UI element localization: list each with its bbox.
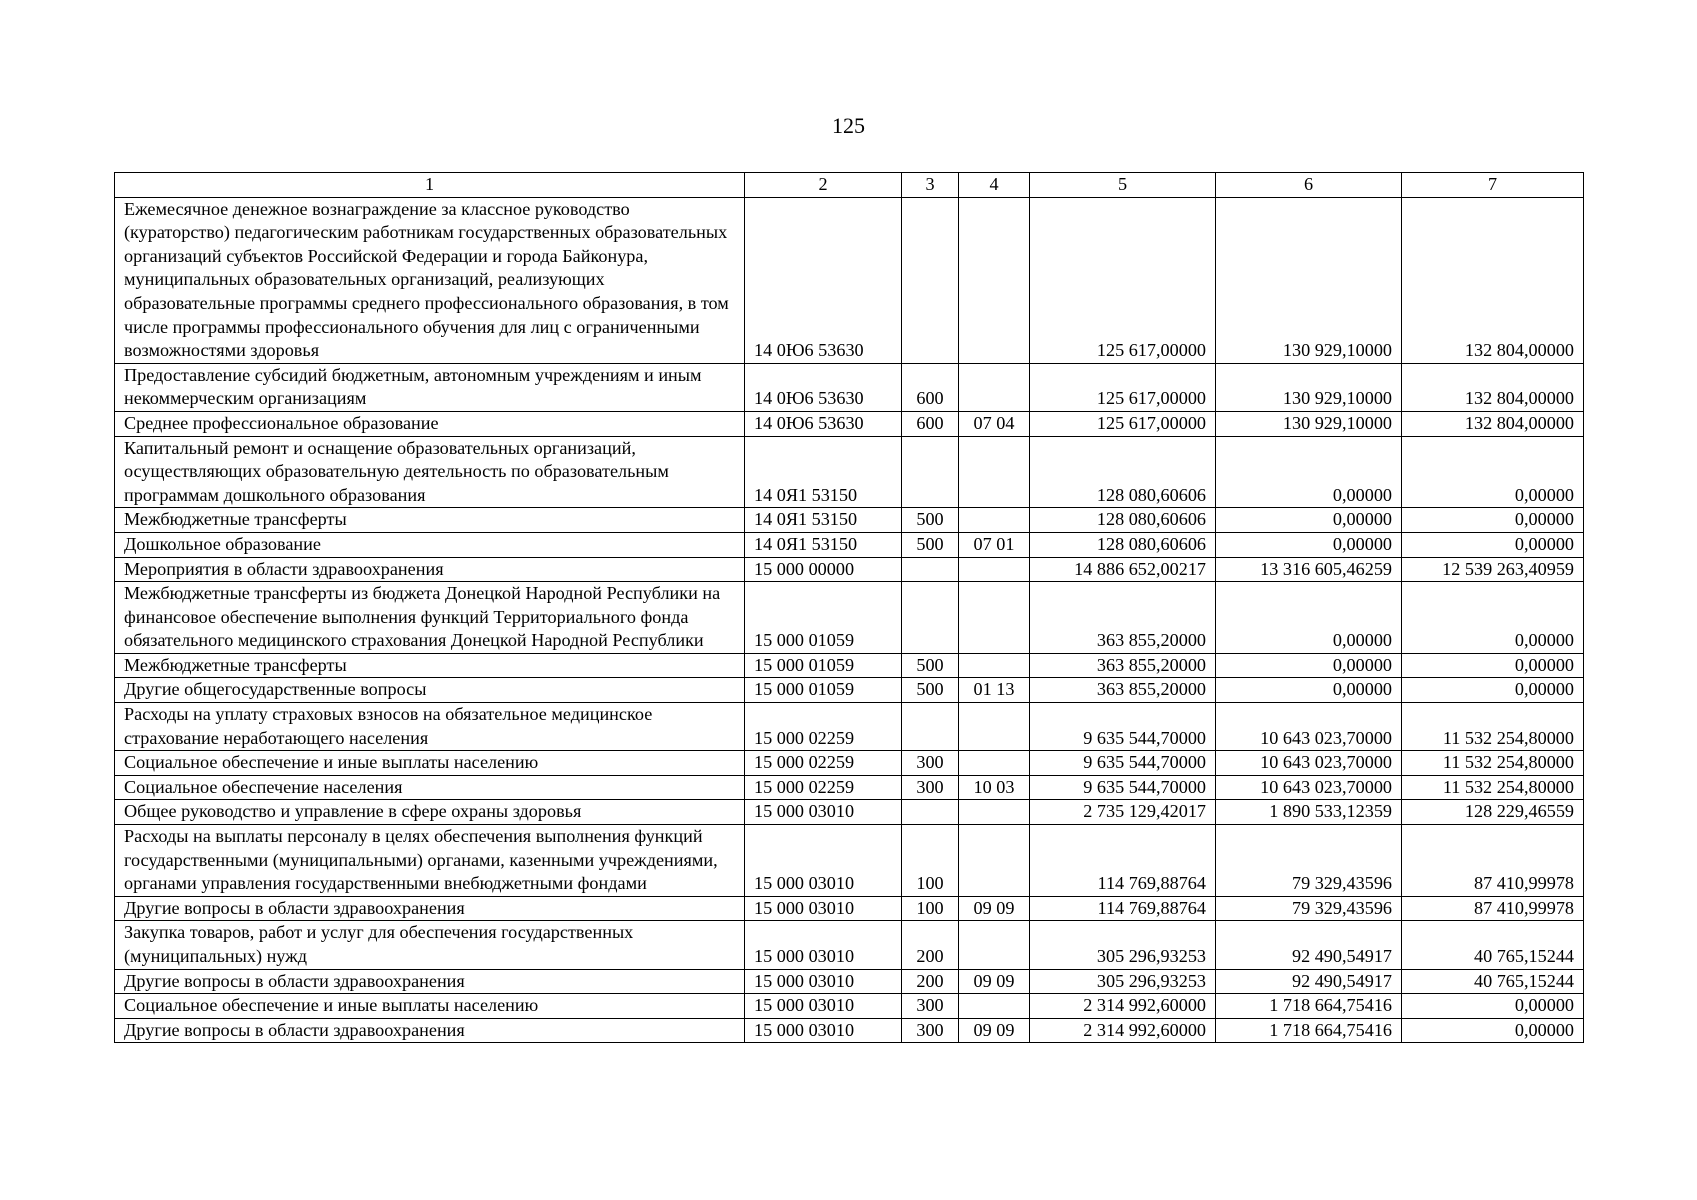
expense-type-code: 500	[902, 508, 959, 533]
amount-col-7: 12 539 263,40959	[1402, 557, 1584, 582]
amount-col-5: 363 855,20000	[1030, 678, 1216, 703]
target-article-code: 14 0Ю6 53630	[745, 363, 902, 411]
amount-col-5: 9 635 544,70000	[1030, 703, 1216, 751]
table-row	[115, 775, 1584, 800]
section-code: 09 09	[959, 969, 1030, 994]
target-article-code: 15 000 02259	[745, 703, 902, 751]
expense-name: Предоставление субсидий бюджетным, автономным учреждениям и иным некоммерческим организациям	[115, 363, 745, 411]
section-code	[959, 363, 1030, 411]
header-col-3: 3	[902, 173, 959, 198]
expense-name: Другие вопросы в области здравоохранения	[115, 969, 745, 994]
section-code	[959, 825, 1030, 897]
expense-type-code	[902, 436, 959, 508]
expense-name: Расходы на выплаты персоналу в целях обеспечения выполнения функций государственными (муниципальными) органами, казенными учреждениями, органами управления государственными внебюджетными фондами	[115, 825, 745, 897]
amount-col-5: 2 735 129,42017	[1030, 800, 1216, 825]
amount-col-7: 0,00000	[1402, 508, 1584, 533]
target-article-code: 15 000 02259	[745, 751, 902, 776]
expense-name: Социальное обеспечение населения	[115, 775, 745, 800]
target-article-code: 14 0Я1 53150	[745, 532, 902, 557]
target-article-code: 14 0Ю6 53630	[745, 197, 902, 363]
expense-name: Другие вопросы в области здравоохранения	[115, 1018, 745, 1043]
table-row	[115, 800, 1584, 825]
amount-col-7: 0,00000	[1402, 678, 1584, 703]
amount-col-6: 0,00000	[1216, 582, 1402, 654]
table-row	[115, 678, 1584, 703]
amount-col-6: 0,00000	[1216, 678, 1402, 703]
page-number: 125	[832, 113, 865, 138]
section-code	[959, 703, 1030, 751]
target-article-code: 15 000 01059	[745, 678, 902, 703]
amount-col-6: 10 643 023,70000	[1216, 751, 1402, 776]
section-code	[959, 994, 1030, 1019]
section-code: 07 01	[959, 532, 1030, 557]
target-article-code: 15 000 03010	[745, 969, 902, 994]
amount-col-5: 9 635 544,70000	[1030, 751, 1216, 776]
expense-name: Социальное обеспечение и иные выплаты населению	[115, 994, 745, 1019]
amount-col-6: 0,00000	[1216, 532, 1402, 557]
amount-col-7: 11 532 254,80000	[1402, 775, 1584, 800]
amount-col-5: 14 886 652,00217	[1030, 557, 1216, 582]
table-row	[115, 532, 1584, 557]
amount-col-6: 130 929,10000	[1216, 411, 1402, 436]
expense-type-code	[902, 800, 959, 825]
expense-name: Межбюджетные трансферты из бюджета Донецкой Народной Республики на финансовое обеспечение выполнения функций Территориального фонда обязательного медицинского страхования Донецкой Народной Республики	[115, 582, 745, 654]
amount-col-6: 10 643 023,70000	[1216, 703, 1402, 751]
amount-col-6: 79 329,43596	[1216, 896, 1402, 921]
amount-col-6: 130 929,10000	[1216, 363, 1402, 411]
table-row	[115, 751, 1584, 776]
amount-col-7: 0,00000	[1402, 436, 1584, 508]
amount-col-7: 132 804,00000	[1402, 411, 1584, 436]
amount-col-5: 9 635 544,70000	[1030, 775, 1216, 800]
expense-name: Межбюджетные трансферты	[115, 508, 745, 533]
amount-col-7: 0,00000	[1402, 994, 1584, 1019]
amount-col-5: 128 080,60606	[1030, 436, 1216, 508]
amount-col-6: 13 316 605,46259	[1216, 557, 1402, 582]
table-row	[115, 921, 1584, 969]
expense-name: Расходы на уплату страховых взносов на обязательное медицинское страхование неработающего населения	[115, 703, 745, 751]
table-row	[115, 363, 1584, 411]
target-article-code: 15 000 03010	[745, 921, 902, 969]
amount-col-7: 11 532 254,80000	[1402, 751, 1584, 776]
amount-col-6: 92 490,54917	[1216, 969, 1402, 994]
amount-col-6: 79 329,43596	[1216, 825, 1402, 897]
amount-col-6: 1 718 664,75416	[1216, 994, 1402, 1019]
amount-col-7: 0,00000	[1402, 1018, 1584, 1043]
expense-type-code: 600	[902, 411, 959, 436]
expense-name: Межбюджетные трансферты	[115, 653, 745, 678]
amount-col-6: 0,00000	[1216, 508, 1402, 533]
section-code	[959, 751, 1030, 776]
expense-type-code: 300	[902, 775, 959, 800]
target-article-code: 15 000 01059	[745, 653, 902, 678]
table-row	[115, 969, 1584, 994]
amount-col-5: 125 617,00000	[1030, 197, 1216, 363]
amount-col-5: 128 080,60606	[1030, 532, 1216, 557]
amount-col-7: 40 765,15244	[1402, 969, 1584, 994]
expense-type-code: 300	[902, 1018, 959, 1043]
amount-col-7: 132 804,00000	[1402, 363, 1584, 411]
section-code	[959, 582, 1030, 654]
amount-col-6: 0,00000	[1216, 436, 1402, 508]
amount-col-5: 128 080,60606	[1030, 508, 1216, 533]
amount-col-7: 11 532 254,80000	[1402, 703, 1584, 751]
table-row	[115, 703, 1584, 751]
amount-col-5: 363 855,20000	[1030, 582, 1216, 654]
expense-type-code	[902, 197, 959, 363]
amount-col-6: 10 643 023,70000	[1216, 775, 1402, 800]
expense-name: Другие вопросы в области здравоохранения	[115, 896, 745, 921]
header-col-1: 1	[115, 173, 745, 198]
amount-col-7: 87 410,99978	[1402, 896, 1584, 921]
expense-name: Капитальный ремонт и оснащение образовательных организаций, осуществляющих образовательную деятельность по образовательным программам дошкольного образования	[115, 436, 745, 508]
expense-type-code	[902, 582, 959, 654]
section-code	[959, 653, 1030, 678]
amount-col-5: 305 296,93253	[1030, 969, 1216, 994]
target-article-code: 15 000 01059	[745, 582, 902, 654]
expense-name: Общее руководство и управление в сфере охраны здоровья	[115, 800, 745, 825]
amount-col-5: 114 769,88764	[1030, 825, 1216, 897]
table-row	[115, 557, 1584, 582]
target-article-code: 15 000 03010	[745, 800, 902, 825]
expense-name: Закупка товаров, работ и услуг для обеспечения государственных (муниципальных) нужд	[115, 921, 745, 969]
expense-type-code: 200	[902, 921, 959, 969]
header-col-2: 2	[745, 173, 902, 198]
expense-type-code	[902, 557, 959, 582]
amount-col-7: 0,00000	[1402, 582, 1584, 654]
expense-type-code: 300	[902, 751, 959, 776]
section-code	[959, 197, 1030, 363]
target-article-code: 14 0Я1 53150	[745, 436, 902, 508]
target-article-code: 15 000 00000	[745, 557, 902, 582]
amount-col-7: 0,00000	[1402, 653, 1584, 678]
target-article-code: 14 0Ю6 53630	[745, 411, 902, 436]
section-code	[959, 436, 1030, 508]
header-row	[115, 173, 1584, 198]
expense-name: Социальное обеспечение и иные выплаты населению	[115, 751, 745, 776]
expense-type-code: 300	[902, 994, 959, 1019]
amount-col-5: 305 296,93253	[1030, 921, 1216, 969]
header-col-4: 4	[959, 173, 1030, 198]
amount-col-7: 128 229,46559	[1402, 800, 1584, 825]
amount-col-6: 0,00000	[1216, 653, 1402, 678]
expense-name: Ежемесячное денежное вознаграждение за классное руководство (кураторство) педагогическим работникам государственных образовательных организаций субъектов Российской Федерации и города Байконура, муниципальных образовательных организаций, реализующих образовательные программы среднего профессионального образования, в том числе программы профессионального обучения для лиц с ограниченными возможностями здоровья	[115, 197, 745, 363]
header-col-7: 7	[1402, 173, 1584, 198]
target-article-code: 15 000 03010	[745, 896, 902, 921]
amount-col-5: 363 855,20000	[1030, 653, 1216, 678]
expense-type-code: 500	[902, 678, 959, 703]
budget-table	[114, 172, 1584, 1043]
expense-type-code: 100	[902, 896, 959, 921]
expense-type-code	[902, 703, 959, 751]
table-row	[115, 1018, 1584, 1043]
expense-type-code: 200	[902, 969, 959, 994]
header-col-6: 6	[1216, 173, 1402, 198]
amount-col-6: 130 929,10000	[1216, 197, 1402, 363]
amount-col-5: 125 617,00000	[1030, 363, 1216, 411]
table-row	[115, 994, 1584, 1019]
target-article-code: 15 000 02259	[745, 775, 902, 800]
table-row	[115, 197, 1584, 363]
expense-type-code: 500	[902, 532, 959, 557]
section-code	[959, 557, 1030, 582]
table-row	[115, 896, 1584, 921]
section-code	[959, 921, 1030, 969]
section-code	[959, 800, 1030, 825]
table-row	[115, 508, 1584, 533]
section-code: 10 03	[959, 775, 1030, 800]
target-article-code: 14 0Я1 53150	[745, 508, 902, 533]
amount-col-7: 87 410,99978	[1402, 825, 1584, 897]
section-code	[959, 508, 1030, 533]
target-article-code: 15 000 03010	[745, 825, 902, 897]
table-row	[115, 653, 1584, 678]
expense-name: Мероприятия в области здравоохранения	[115, 557, 745, 582]
amount-col-5: 2 314 992,60000	[1030, 1018, 1216, 1043]
amount-col-6: 92 490,54917	[1216, 921, 1402, 969]
expense-name: Дошкольное образование	[115, 532, 745, 557]
section-code: 09 09	[959, 896, 1030, 921]
expense-type-code: 600	[902, 363, 959, 411]
expense-name: Другие общегосударственные вопросы	[115, 678, 745, 703]
table-row	[115, 411, 1584, 436]
target-article-code: 15 000 03010	[745, 994, 902, 1019]
section-code: 07 04	[959, 411, 1030, 436]
target-article-code: 15 000 03010	[745, 1018, 902, 1043]
amount-col-6: 1 890 533,12359	[1216, 800, 1402, 825]
table-row	[115, 825, 1584, 897]
expense-type-code: 500	[902, 653, 959, 678]
amount-col-7: 0,00000	[1402, 532, 1584, 557]
expense-name: Среднее профессиональное образование	[115, 411, 745, 436]
amount-col-5: 114 769,88764	[1030, 896, 1216, 921]
header-col-5: 5	[1030, 173, 1216, 198]
table-row	[115, 436, 1584, 508]
section-code: 09 09	[959, 1018, 1030, 1043]
amount-col-7: 40 765,15244	[1402, 921, 1584, 969]
table-row	[115, 582, 1584, 654]
amount-col-5: 2 314 992,60000	[1030, 994, 1216, 1019]
amount-col-7: 132 804,00000	[1402, 197, 1584, 363]
expense-type-code: 100	[902, 825, 959, 897]
amount-col-5: 125 617,00000	[1030, 411, 1216, 436]
amount-col-6: 1 718 664,75416	[1216, 1018, 1402, 1043]
section-code: 01 13	[959, 678, 1030, 703]
